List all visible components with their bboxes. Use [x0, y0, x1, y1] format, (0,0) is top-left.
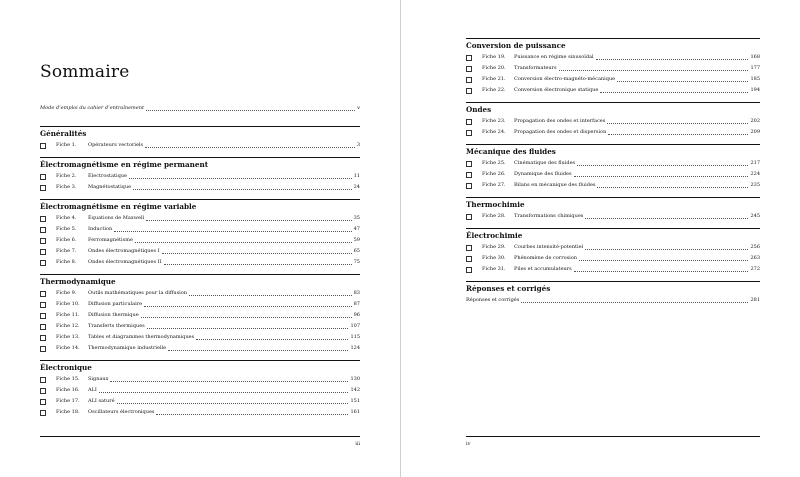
fiche-label: Fiche 15. — [56, 376, 80, 382]
toc-entry[interactable] — [40, 299, 360, 310]
entry-title: Conversion électronique statique — [514, 87, 599, 93]
entry-title: Transformateurs — [514, 65, 557, 71]
checkbox[interactable] — [466, 55, 472, 61]
fiche-label: Fiche 23. — [482, 118, 506, 124]
toc-section — [40, 360, 360, 418]
leader-dots — [133, 189, 352, 190]
toc-section — [40, 199, 360, 268]
section-title: Conversion de puissance — [466, 41, 566, 50]
section-title: Thermodynamique — [40, 277, 116, 286]
leader-dots — [196, 339, 348, 340]
checkbox[interactable] — [40, 249, 46, 255]
leader-dots — [608, 134, 748, 135]
fiche-label: Fiche 21. — [482, 76, 506, 82]
entry-page: 107 — [350, 323, 360, 329]
leader-dots — [189, 295, 352, 296]
intro-page: v — [357, 105, 360, 111]
leader-dots — [585, 249, 748, 250]
toc-entry[interactable] — [466, 74, 760, 85]
fiche-label: Fiche 5. — [56, 226, 77, 232]
entry-page: 35 — [353, 215, 360, 221]
leader-dots — [129, 178, 352, 179]
entry-page: 130 — [350, 376, 360, 382]
entry-title: Thermodynamique industrielle — [88, 345, 167, 351]
leader-dots — [596, 59, 749, 60]
section-title: Ondes — [466, 105, 492, 114]
leader-dots — [147, 328, 349, 329]
toc-entry[interactable] — [40, 182, 360, 193]
entry-page: 96 — [353, 312, 360, 318]
section-title: Électromagnétisme en régime permanent — [40, 160, 209, 169]
checkbox[interactable] — [40, 302, 46, 308]
leader-dots — [146, 220, 351, 221]
checkbox[interactable] — [466, 214, 472, 220]
entry-page: 194 — [750, 87, 760, 93]
fiche-label: Fiche 10. — [56, 301, 80, 307]
fiche-label: Fiche 6. — [56, 237, 77, 243]
entry-page: 185 — [750, 76, 760, 82]
entry-title: Ondes électromagnétiques II — [88, 259, 162, 265]
footer-page-number: iii — [355, 441, 360, 447]
entry-title: Signaux — [88, 376, 109, 382]
fiche-label: Fiche 24. — [482, 129, 506, 135]
leader-dots — [585, 218, 748, 219]
leader-dots — [574, 271, 749, 272]
fiche-label: Fiche 20. — [482, 65, 506, 71]
entry-title: Diffusion thermique — [88, 312, 139, 318]
leader-dots — [156, 414, 348, 415]
leader-dots — [579, 260, 748, 261]
leader-dots — [146, 110, 355, 111]
entry-title: Cinématique des fluides — [514, 160, 576, 166]
entry-title: Électrostatique — [88, 173, 127, 179]
entry-title: Piles et accumulateurs — [514, 266, 572, 272]
entry-title: ALI saturé — [88, 398, 115, 404]
fiche-label: Fiche 7. — [56, 248, 77, 254]
entry-page: 263 — [750, 255, 760, 261]
entry-title: Diffusion particulaire — [88, 301, 143, 307]
toc-entry[interactable] — [40, 257, 360, 268]
checkbox[interactable] — [40, 410, 46, 416]
toc-entry[interactable] — [40, 288, 360, 299]
entry-page: 235 — [750, 182, 760, 188]
leader-dots — [164, 264, 352, 265]
entry-page: 168 — [750, 54, 760, 60]
toc-entry[interactable] — [40, 310, 360, 321]
fiche-label: Fiche 29. — [482, 244, 506, 250]
left-sections — [40, 126, 360, 424]
toc-entry[interactable] — [466, 52, 760, 63]
toc-section — [466, 144, 760, 191]
entry-page: 224 — [750, 171, 760, 177]
entry-page: 59 — [353, 237, 360, 243]
entry-page: 202 — [750, 118, 760, 124]
leader-dots — [162, 253, 352, 254]
entry-title: ALI — [88, 387, 97, 393]
entry-page: 256 — [750, 244, 760, 250]
fiche-label: Fiche 2. — [56, 173, 77, 179]
entry-title: Réponses et corrigés — [466, 297, 520, 303]
checkbox[interactable] — [466, 119, 472, 125]
toc-entry[interactable] — [40, 396, 360, 407]
toc-entry[interactable] — [40, 407, 360, 418]
checkbox[interactable] — [466, 130, 472, 136]
fiche-label: Fiche 31. — [482, 266, 506, 272]
checkbox[interactable] — [40, 227, 46, 233]
toc-entry[interactable] — [40, 332, 360, 343]
checkbox[interactable] — [40, 291, 46, 297]
checkbox[interactable] — [466, 66, 472, 72]
toc-section — [466, 197, 760, 222]
entry-title: Courbes intensité-potentiel — [514, 244, 584, 250]
toc-entry[interactable] — [466, 116, 760, 127]
toc-entry[interactable] — [466, 253, 760, 264]
toc-entry[interactable] — [466, 211, 760, 222]
checkbox[interactable] — [40, 388, 46, 394]
footer-page-number: iv — [466, 441, 471, 447]
toc-entry[interactable] — [40, 385, 360, 396]
fiche-label: Fiche 1. — [56, 142, 77, 148]
fiche-label: Fiche 26. — [482, 171, 506, 177]
entry-title: Bilans en mécanique des fluides — [514, 182, 596, 188]
checkbox[interactable] — [40, 335, 46, 341]
fiche-label: Fiche 25. — [482, 160, 506, 166]
fiche-label: Fiche 11. — [56, 312, 80, 318]
leader-dots — [145, 147, 355, 148]
leader-dots — [617, 81, 748, 82]
toc-entry[interactable] — [40, 171, 360, 182]
entry-page: 272 — [750, 266, 760, 272]
fiche-label: Fiche 14. — [56, 345, 80, 351]
checkbox[interactable] — [40, 143, 46, 149]
leader-dots — [141, 317, 352, 318]
entry-page: 75 — [353, 259, 360, 265]
toc-entry[interactable] — [40, 213, 360, 224]
right-page — [401, 0, 800, 477]
leader-dots — [597, 187, 748, 188]
checkbox[interactable] — [40, 216, 46, 222]
toc-entry[interactable] — [40, 321, 360, 332]
leader-dots — [559, 70, 749, 71]
entry-title: Phénomène de corrosion — [514, 255, 577, 261]
checkbox[interactable] — [40, 324, 46, 330]
leader-dots — [600, 92, 748, 93]
entry-page: 47 — [353, 226, 360, 232]
fiche-label: Fiche 30. — [482, 255, 506, 261]
checkbox[interactable] — [466, 161, 472, 167]
checkbox[interactable] — [40, 174, 46, 180]
entry-page: 11 — [353, 173, 360, 179]
section-title: Mécanique des fluides — [466, 147, 556, 156]
entry-title: Puissance en régime sinusoïdal — [514, 54, 594, 60]
entry-page: 83 — [353, 290, 360, 296]
entry-page: 177 — [750, 65, 760, 71]
toc-entry[interactable] — [40, 374, 360, 385]
section-title: Réponses et corrigés — [466, 284, 551, 293]
fiche-label: Fiche 19. — [482, 54, 506, 60]
entry-page: 161 — [350, 409, 360, 415]
toc-entry[interactable] — [40, 140, 360, 151]
leader-dots — [521, 302, 748, 303]
entry-page: 281 — [750, 297, 760, 303]
entry-title: Magnétostatique — [88, 184, 132, 190]
toc-entry[interactable] — [466, 180, 760, 191]
toc-entry[interactable] — [40, 224, 360, 235]
toc-section — [40, 157, 360, 193]
entry-title: Propagation des ondes et interfaces — [514, 118, 606, 124]
entry-title: Oscillateurs électroniques — [88, 409, 155, 415]
footer — [40, 436, 360, 447]
fiche-label: Fiche 22. — [482, 87, 506, 93]
leader-dots — [99, 392, 349, 393]
checkbox[interactable] — [40, 260, 46, 266]
checkbox[interactable] — [466, 77, 472, 83]
checkbox[interactable] — [466, 172, 472, 178]
section-title: Électronique — [40, 363, 92, 372]
toc-entry[interactable] — [40, 246, 360, 257]
toc-entry[interactable] — [466, 63, 760, 74]
entry-title: Outils mathématiques pour la diffusion — [88, 290, 188, 296]
entry-title: Propagation des ondes et dispersion — [514, 129, 607, 135]
checkbox[interactable] — [40, 346, 46, 352]
toc-section — [466, 102, 760, 138]
fiche-label: Fiche 8. — [56, 259, 77, 265]
toc-entry[interactable] — [466, 169, 760, 180]
toc-entry[interactable] — [40, 235, 360, 246]
leader-dots — [168, 350, 348, 351]
section-title: Généralités — [40, 129, 87, 138]
entry-page: 87 — [353, 301, 360, 307]
intro-entry[interactable] — [40, 105, 360, 111]
toc-section — [466, 38, 760, 96]
toc-entry[interactable] — [466, 295, 760, 306]
entry-page: 24 — [353, 184, 360, 190]
entry-page: 151 — [350, 398, 360, 404]
leader-dots — [607, 123, 748, 124]
leader-dots — [135, 242, 352, 243]
fiche-label: Fiche 18. — [56, 409, 80, 415]
fiche-label: Fiche 3. — [56, 184, 77, 190]
toc-entry[interactable] — [40, 343, 360, 354]
leader-dots — [574, 176, 749, 177]
checkbox[interactable] — [40, 399, 46, 405]
checkbox[interactable] — [40, 377, 46, 383]
toc-entry[interactable] — [466, 158, 760, 169]
leader-dots — [110, 381, 348, 382]
fiche-label: Fiche 27. — [482, 182, 506, 188]
entry-title: Tables et diagrammes thermodynamiques — [88, 334, 195, 340]
entry-page: 115 — [350, 334, 360, 340]
right-sections — [466, 38, 760, 312]
fiche-label: Fiche 28. — [482, 213, 506, 219]
footer — [466, 436, 760, 447]
intro-title: Mode d’emploi du cahier d’entraînement — [40, 105, 144, 111]
toc-section — [40, 274, 360, 354]
checkbox[interactable] — [466, 183, 472, 189]
entry-title: Transformations chimiques — [514, 213, 584, 219]
leader-dots — [144, 306, 352, 307]
leader-dots — [114, 231, 351, 232]
section-title: Thermochimie — [466, 200, 525, 209]
section-title: Électrochimie — [466, 231, 523, 240]
checkbox[interactable] — [466, 88, 472, 94]
toc-entry[interactable] — [466, 85, 760, 96]
toc-section — [466, 228, 760, 275]
fiche-label: Fiche 9. — [56, 290, 77, 296]
checkbox[interactable] — [40, 313, 46, 319]
checkbox[interactable] — [466, 256, 472, 262]
fiche-label: Fiche 13. — [56, 334, 80, 340]
toc-entry[interactable] — [466, 264, 760, 275]
entry-title: Équations de Maxwell — [88, 215, 145, 221]
entry-title: Dynamique des fluides — [514, 171, 572, 177]
toc-entry[interactable] — [466, 127, 760, 138]
page-title: Sommaire — [40, 62, 130, 82]
entry-page: 65 — [353, 248, 360, 254]
entry-page: 142 — [350, 387, 360, 393]
entry-title: Ferromagnétisme — [88, 237, 133, 243]
entry-title: Ondes électromagnétiques I — [88, 248, 160, 254]
fiche-label: Fiche 12. — [56, 323, 80, 329]
toc-section — [466, 281, 760, 306]
checkbox[interactable] — [466, 245, 472, 251]
section-title: Électromagnétisme en régime variable — [40, 202, 197, 211]
checkbox[interactable] — [40, 238, 46, 244]
entry-title: Opérateurs vectoriels — [88, 142, 144, 148]
leader-dots — [117, 403, 349, 404]
entry-title: Transferts thermiques — [88, 323, 145, 329]
fiche-label: Fiche 17. — [56, 398, 80, 404]
entry-page: 3 — [356, 142, 360, 148]
entry-page: 217 — [750, 160, 760, 166]
toc-section — [40, 126, 360, 151]
leader-dots — [577, 165, 748, 166]
checkbox[interactable] — [466, 267, 472, 273]
fiche-label: Fiche 4. — [56, 215, 77, 221]
fiche-label: Fiche 16. — [56, 387, 80, 393]
entry-page: 209 — [750, 129, 760, 135]
entry-page: 124 — [350, 345, 360, 351]
entry-page: 245 — [750, 213, 760, 219]
entry-title: Conversion électro-magnéto-mécanique — [514, 76, 616, 82]
checkbox[interactable] — [40, 185, 46, 191]
toc-entry[interactable] — [466, 242, 760, 253]
entry-title: Induction — [88, 226, 113, 232]
